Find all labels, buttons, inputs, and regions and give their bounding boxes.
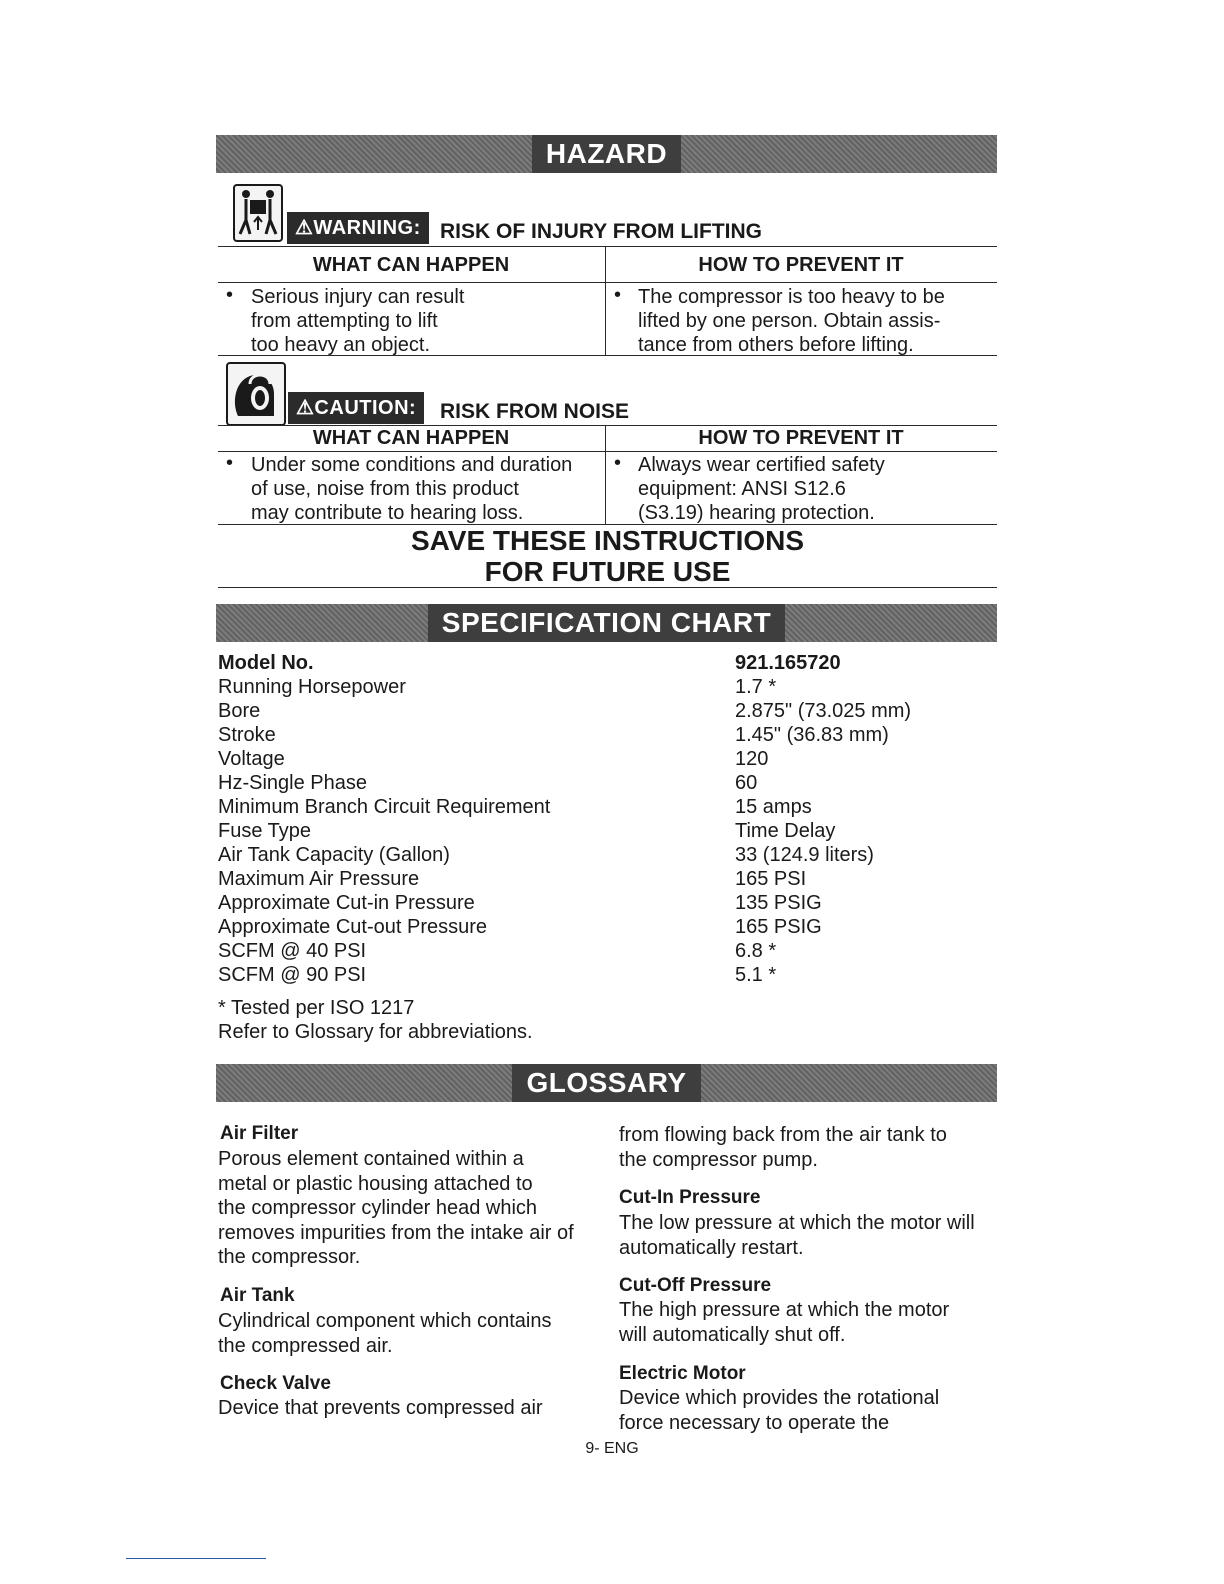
spec-row [218,819,997,843]
spec-label: SCFM @ 90 PSI [218,964,367,986]
spec-value: 135 PSIG [735,892,822,914]
spec-banner-title: SPECIFICATION CHART [428,604,785,642]
spec-footnote: * Tested per ISO 1217 [218,997,415,1019]
spec-row [218,939,997,963]
divider [218,425,997,426]
glossary-banner-title: GLOSSARY [512,1064,700,1102]
spec-value: 5.1 * [735,964,777,986]
column-divider [605,426,606,524]
warning-what-text: Serious injury can result from attempting to lift too heavy an object. [251,286,465,356]
spec-row [218,915,997,939]
glossary-def-check-valve-cont: from flowing back from the air tank to the compressor pump. [619,1124,947,1171]
save-instructions-line2: FOR FUTURE USE [484,556,731,587]
spec-value: 165 PSI [735,868,807,890]
spec-value: 1.7 * [735,676,777,698]
spec-row [218,843,997,867]
bullet: • [226,284,234,306]
spec-row [218,699,997,723]
spec-label: Minimum Branch Circuit Requirement [218,796,551,818]
caution-how-text: Always wear certified safety equipment: ANSI S12.6 (S3.19) hearing protection. [638,454,885,524]
glossary-term-cut-off: Cut-Off Pressure [619,1275,772,1296]
warning-title: RISK OF INJURY FROM LIFTING [440,220,763,243]
divider [218,246,997,247]
spec-abbrev-note: Refer to Glossary for abbreviations. [218,1021,533,1043]
spec-value: 165 PSIG [735,916,822,938]
spec-value: 120 [735,748,769,770]
spec-label: Approximate Cut-out Pressure [218,916,488,938]
glossary-def-electric-motor: Device which provides the rotational force necessary to operate the [619,1387,940,1434]
spec-row [218,723,997,747]
spec-row [218,867,997,891]
caution-what-header: WHAT CAN HAPPEN [312,427,510,449]
column-divider [605,247,606,355]
glossary-def-air-filter: Porous element contained within a metal or plastic housing attached to the compressor cylinder head which removes impurities from the intake air of the compressor. [218,1148,574,1268]
divider [218,282,997,283]
spec-label: Maximum Air Pressure [218,868,420,890]
spec-row [218,747,997,771]
caution-what-text: Under some conditions and duration of use, noise from this product may contribute to hearing loss. [251,454,573,524]
spec-value: 2.875" (73.025 mm) [735,700,912,722]
bullet: • [614,284,622,306]
hazard-banner-title: HAZARD [532,135,681,173]
glossary-term-electric-motor: Electric Motor [619,1363,746,1384]
spec-label: Model No. [218,652,314,674]
spec-row [218,963,997,987]
spec-row [218,675,997,699]
glossary-term-air-filter: Air Filter [220,1123,299,1144]
spec-label: Voltage [218,748,285,770]
page-number: 9- ENG [585,1440,639,1457]
spec-value: 60 [735,772,758,794]
save-instructions-line1: SAVE THESE INSTRUCTIONS [410,525,805,556]
spec-row [218,891,997,915]
divider [218,355,997,356]
spec-label: Running Horsepower [218,676,406,698]
spec-label: Air Tank Capacity (Gallon) [218,844,450,866]
footnote-rule [126,1558,266,1559]
glossary-def-cut-off: The high pressure at which the motor will automatically shut off. [619,1299,950,1346]
glossary-def-cut-in: The low pressure at which the motor will automatically restart. [619,1212,975,1259]
spec-label: Bore [218,700,261,722]
bullet: • [614,452,622,474]
warning-what-header: WHAT CAN HAPPEN [312,254,510,276]
spec-label: Stroke [218,724,276,746]
warning-how-text: The compressor is too heavy to be lifted by one person. Obtain assis- tance from others before lifting. [638,286,945,356]
hazard-banner [216,135,997,173]
bullet: • [226,452,234,474]
spec-value: Time Delay [735,820,836,842]
spec-row [218,651,997,675]
divider [218,451,997,452]
spec-value: 921.165720 [735,652,841,674]
spec-banner [216,604,997,642]
caution-how-header: HOW TO PREVENT IT [698,427,904,449]
spec-value: 1.45" (36.83 mm) [735,724,889,746]
spec-row [218,795,997,819]
spec-label: SCFM @ 40 PSI [218,940,367,962]
hearing-protection-icon [226,362,286,426]
caution-title: RISK FROM NOISE [440,400,630,423]
spec-value: 15 amps [735,796,812,818]
spec-value: 6.8 * [735,940,777,962]
glossary-term-cut-in: Cut-In Pressure [619,1187,761,1208]
warning-label: ⚠WARNING: [287,212,429,244]
heavy-lift-icon [233,184,283,242]
glossary-banner [216,1064,997,1102]
spec-value: 33 (124.9 liters) [735,844,874,866]
spec-label: Hz-Single Phase [218,772,367,794]
glossary-def-check-valve: Device that prevents compressed air [218,1397,543,1419]
caution-label: ⚠CAUTION: [288,392,424,424]
warning-how-header: HOW TO PREVENT IT [698,254,904,276]
spec-label: Approximate Cut-in Pressure [218,892,475,914]
divider [218,587,997,588]
glossary-def-air-tank: Cylindrical component which contains the compressed air. [218,1310,552,1357]
spec-label: Fuse Type [218,820,312,842]
glossary-term-check-valve: Check Valve [220,1373,331,1394]
glossary-term-air-tank: Air Tank [220,1285,295,1306]
spec-row [218,771,997,795]
